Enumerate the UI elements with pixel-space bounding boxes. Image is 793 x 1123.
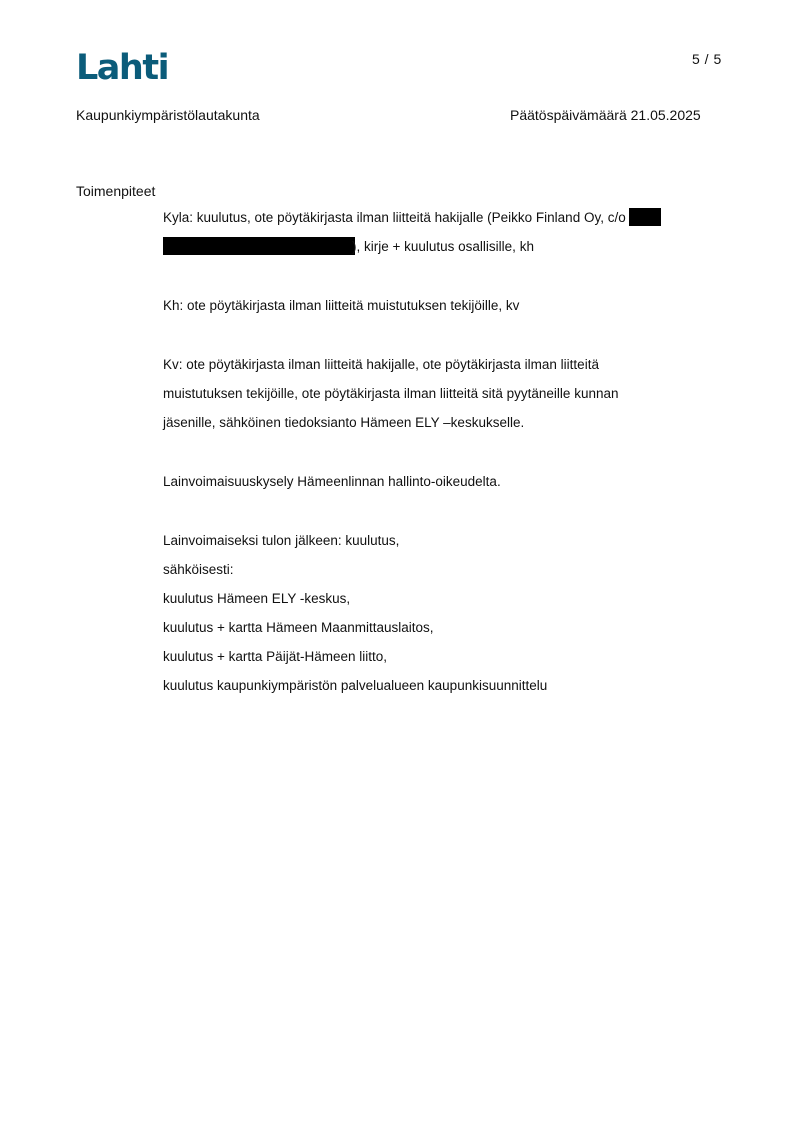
kh-line: Kh: ote pöytäkirjasta ilman liitteitä muistutuksen tekijöille, kv [163, 298, 520, 313]
kv-line-2: muistutuksen tekijöille, ote pöytäkirjasta ilman liitteitä sitä pyytäneille kunnan [163, 386, 619, 401]
kyla-line-2 [163, 232, 534, 261]
kyla-line-2-text: ), kirje + kuulutus osallisille, kh [352, 239, 534, 254]
kyla-line-1-text: Kyla: kuulutus, ote pöytäkirjasta ilman liitteitä hakijalle (Peikko Finland Oy, c/o [163, 210, 626, 225]
svg-text:Lahti: Lahti [76, 48, 168, 83]
decision-date: Päätöspäivämäärä 21.05.2025 [510, 107, 701, 123]
redacted-block [629, 208, 661, 226]
kv-line-1: Kv: ote pöytäkirjasta ilman liitteitä hakijalle, ote pöytäkirjasta ilman liitteitä [163, 357, 599, 372]
after-line-2: sähköisesti: [163, 562, 234, 577]
lahti-logo [76, 47, 168, 83]
after-line-1: Lainvoimaiseksi tulon jälkeen: kuulutus, [163, 533, 400, 548]
redacted-block [163, 237, 355, 255]
after-line-6: kuulutus kaupunkiympäristön palvelualueen kaupunkisuunnittelu [163, 678, 548, 693]
committee-name: Kaupunkiympäristölautakunta [76, 107, 260, 123]
after-line-5: kuulutus + kartta Päijät-Hämeen liitto, [163, 649, 387, 664]
after-line-3: kuulutus Hämeen ELY -keskus, [163, 591, 351, 606]
inquiry-line: Lainvoimaisuuskysely Hämeenlinnan hallinto-oikeudelta. [163, 474, 501, 489]
kv-line-3: jäsenille, sähköinen tiedoksianto Hämeen ELY –keskukselle. [163, 415, 525, 430]
page-number: 5 / 5 [692, 51, 722, 67]
section-heading: Toimenpiteet [76, 183, 156, 199]
kyla-line-1 [163, 203, 661, 232]
after-line-4: kuulutus + kartta Hämeen Maanmittauslaitos, [163, 620, 434, 635]
